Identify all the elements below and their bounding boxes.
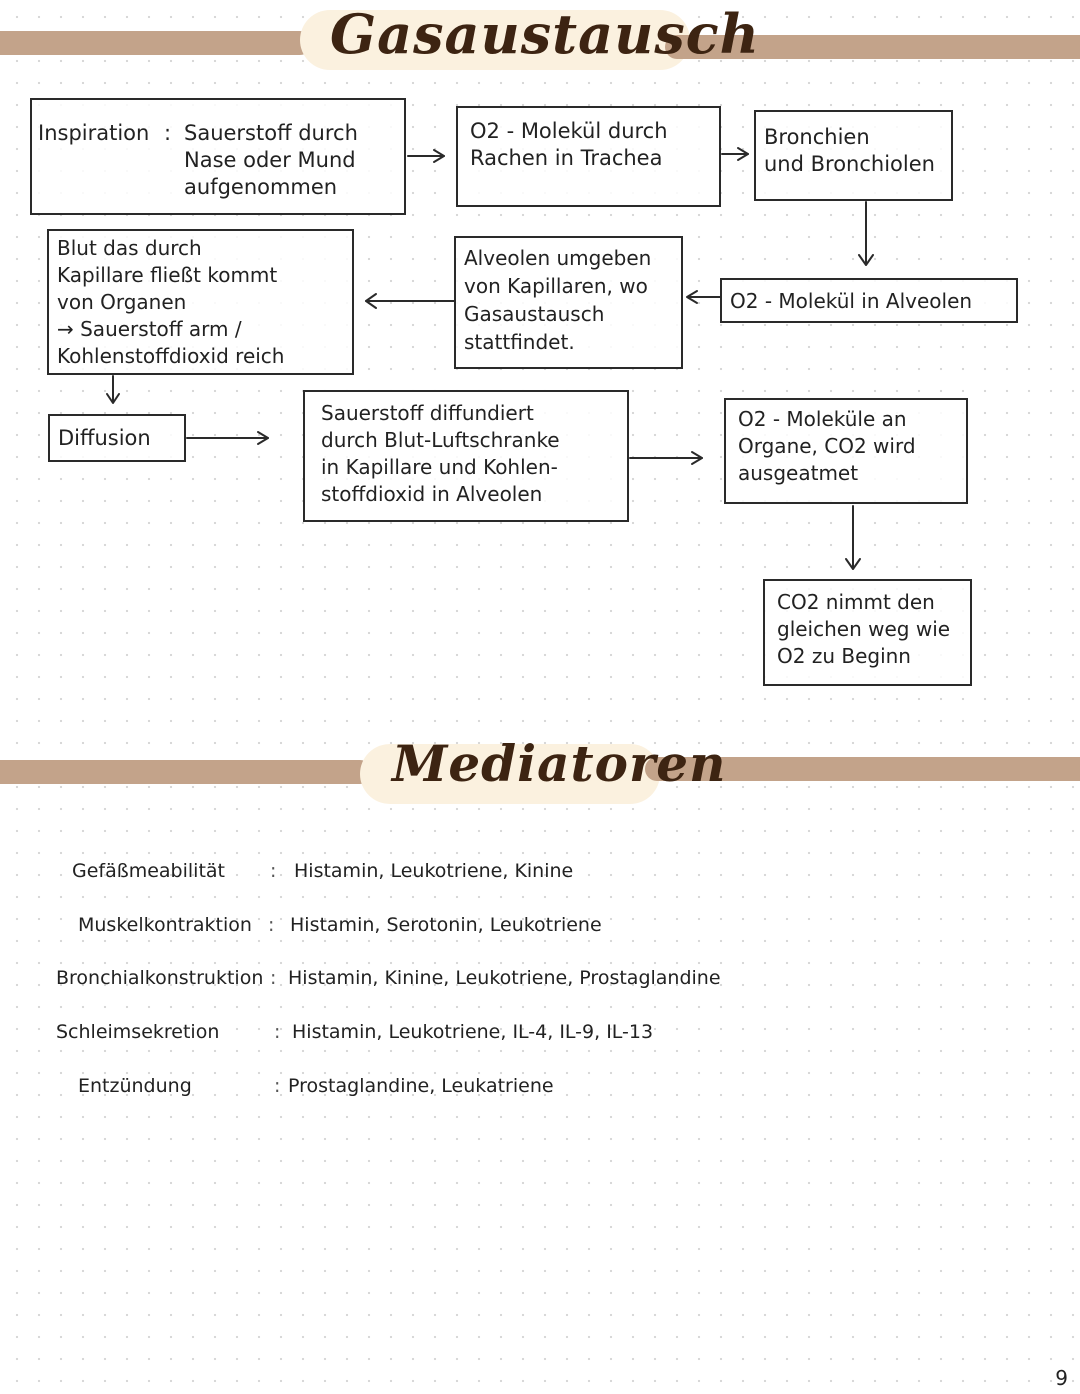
box-line: stattfindet. (464, 330, 575, 354)
box-line: Blut das durch (57, 236, 202, 260)
mediator-colon: : (268, 914, 275, 936)
box-line: ausgeatmet (738, 461, 859, 485)
box-line: Rachen in Trachea (470, 146, 663, 170)
mediator-values: Histamin, Serotonin, Leukotriene (290, 914, 602, 936)
section-banner-mediatoren (0, 730, 1080, 820)
box-line: Nase oder Mund (184, 148, 356, 172)
box-line: O2 - Molekül in Alveolen (730, 289, 973, 313)
box-line: aufgenommen (184, 175, 338, 199)
arrow-alveolen-to-blut (366, 294, 454, 308)
page-title: Gasaustausch (330, 2, 760, 66)
mediator-label: Bronchialkonstruktion (56, 967, 264, 989)
box-line: → Sauerstoff arm / (57, 317, 242, 341)
box-line: Gasaustausch (464, 302, 605, 326)
mediator-colon: : (274, 1075, 281, 1097)
mediator-colon: : (270, 967, 277, 989)
mediator-label: Muskelkontraktion (78, 914, 252, 936)
mediator-values: Histamin, Leukotriene, Kinine (294, 860, 574, 882)
mediator-label: Schleimsekretion (56, 1021, 220, 1043)
box-line: O2 - Moleküle an (738, 407, 907, 431)
arrow-bronchien-to-alveolen (859, 202, 873, 265)
box-line: von Organen (57, 290, 187, 314)
box-line: Bronchien (764, 125, 870, 149)
inspiration-label: Inspiration (38, 121, 150, 145)
box-line: Kapillare fließt kommt (57, 263, 278, 287)
arrow-trachea-to-bronchien (722, 148, 748, 160)
mediator-label: Entzündung (78, 1075, 192, 1097)
box-line: Kohlenstoffdioxid reich (57, 344, 285, 368)
box-line: in Kapillare und Kohlen- (321, 455, 558, 479)
box-line: und Bronchiolen (764, 152, 935, 176)
box-line: O2 zu Beginn (777, 644, 911, 668)
box-line: Sauerstoff durch (184, 121, 358, 145)
inspiration-colon: : (164, 121, 172, 145)
mediator-values: Histamin, Leukotriene, IL-4, IL-9, IL-13 (292, 1021, 654, 1043)
page-number: 9 (1055, 1366, 1068, 1390)
box-line: von Kapillaren, wo (464, 274, 648, 298)
arrow-inspiration-to-trachea (408, 150, 444, 162)
mediator-values: Prostaglandine, Leukatriene (288, 1075, 554, 1097)
box-line: CO2 nimmt den (777, 590, 935, 614)
box-line: gleichen weg wie (777, 617, 951, 641)
mediator-colon: : (270, 860, 277, 882)
box-line: Alveolen umgeben (464, 246, 652, 270)
mediator-values: Histamin, Kinine, Leukotriene, Prostaglandine (288, 967, 721, 989)
section-title-mediatoren: Mediatoren (392, 734, 727, 793)
arrow-sauerstoff-to-organe (630, 452, 702, 464)
box-line: durch Blut-Luftschranke (321, 428, 560, 452)
arrow-blut-to-diffusion (107, 376, 119, 403)
box-line: Sauerstoff diffundiert (321, 401, 534, 425)
arrow-o2-alveolen-to-alveolen-box (687, 291, 720, 303)
box-line: O2 - Molekül durch (470, 119, 668, 143)
box-line: Diffusion (58, 426, 151, 450)
box-line: Organe, CO2 wird (738, 434, 916, 458)
arrow-diffusion-to-sauerstoff (187, 432, 268, 444)
banner-bar-left (0, 760, 372, 784)
arrow-organe-to-co2 (846, 506, 860, 569)
box-line: stoffdioxid in Alveolen (321, 482, 543, 506)
mediator-label: Gefäßmeabilität (72, 860, 225, 882)
mediator-colon: : (274, 1021, 281, 1043)
